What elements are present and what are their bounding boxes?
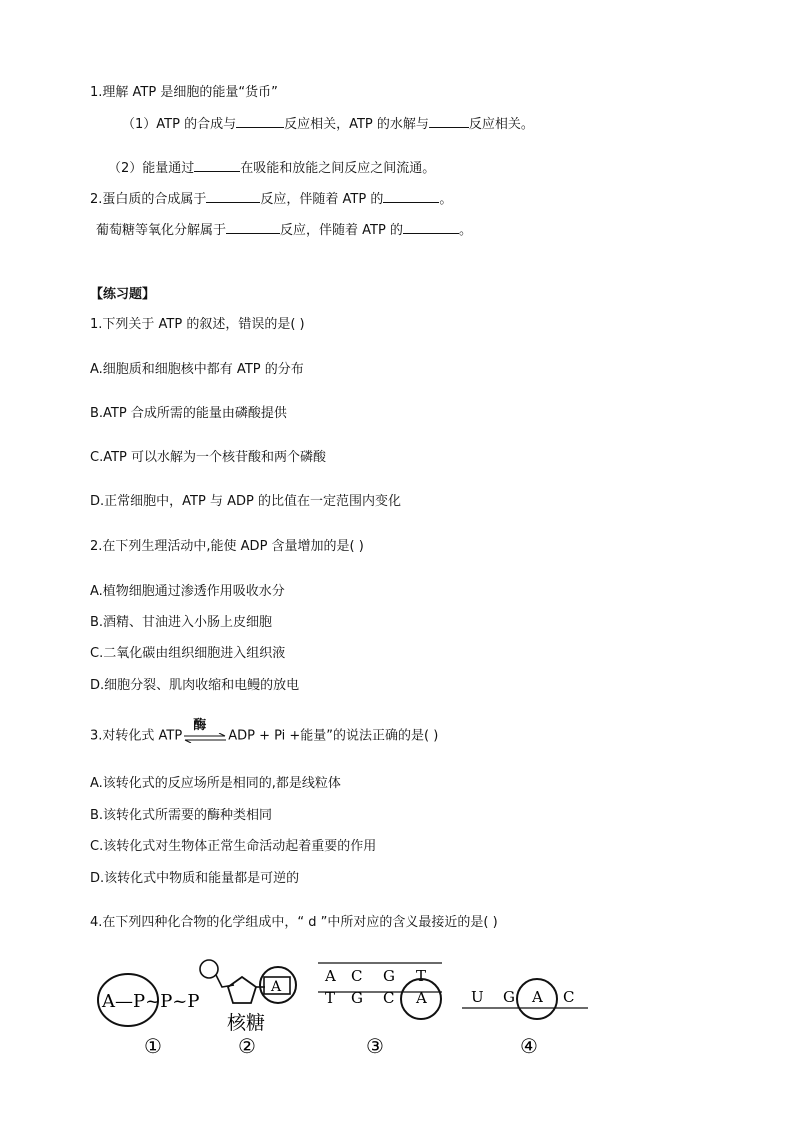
blank-field[interactable] bbox=[236, 115, 284, 128]
item1-sub2-b: 在吸能和放能之间反应之间流通。 bbox=[240, 161, 436, 176]
q3-option-d[interactable]: D.该转化式中物质和能量都是可逆的 bbox=[90, 871, 300, 886]
item1-sub2-a: （2）能量通过 bbox=[108, 161, 195, 176]
q2-option-c[interactable]: C.二氧化碳由组织细胞进入组织液 bbox=[90, 646, 286, 661]
top-base-2: C bbox=[351, 967, 363, 985]
pentagon-sugar-icon bbox=[228, 977, 256, 1003]
rna-structure bbox=[462, 979, 588, 1055]
top-base-1: A bbox=[325, 967, 336, 985]
reversible-arrow-icon bbox=[183, 718, 227, 745]
nucleotide-structure bbox=[200, 960, 296, 1055]
bottom-base-2: G bbox=[351, 989, 363, 1007]
blank-field[interactable] bbox=[403, 221, 459, 234]
practice-heading: 【练习题】 bbox=[90, 287, 156, 302]
bottom-base-1: T bbox=[325, 989, 336, 1007]
item1-sub1-b: 反应相关，ATP 的水解与 bbox=[284, 117, 429, 132]
q1-stem: 1.下列关于 ATP 的叙述，错误的是( ) bbox=[90, 317, 305, 332]
rna-base-3: A bbox=[532, 988, 543, 1006]
q2-option-b[interactable]: B.酒精、甘油进入小肠上皮细胞 bbox=[90, 615, 273, 630]
atp-structure bbox=[98, 974, 200, 1055]
item2b-b: 反应，伴随着 ATP 的 bbox=[280, 223, 403, 238]
top-base-3: G bbox=[383, 967, 395, 985]
q3-stem-a: 3.对转化式 ATP bbox=[90, 728, 183, 744]
q4-stem: 4.在下列四种化合物的化学组成中，“ d ”中所对应的含义最接近的是( ) bbox=[90, 915, 498, 930]
q2-stem: 2.在下列生理活动中,能使 ADP 含量增加的是( ) bbox=[90, 539, 364, 554]
ribose-label: 核糖 bbox=[227, 1012, 266, 1034]
q1-option-d[interactable]: D.正常细胞中，ATP 与 ADP 的比值在一定范围内变化 bbox=[90, 494, 401, 509]
rna-base-4: C bbox=[563, 988, 575, 1006]
q3-option-a[interactable]: A.该转化式的反应场所是相同的,都是线粒体 bbox=[90, 776, 341, 791]
blank-field[interactable] bbox=[194, 159, 240, 172]
q1-option-b[interactable]: B.ATP 合成所需的能量由磷酸提供 bbox=[90, 406, 287, 421]
dna-structure bbox=[318, 963, 442, 1055]
label-1: ① bbox=[144, 1034, 162, 1055]
rna-base-1: U bbox=[471, 988, 484, 1006]
q3-stem-b: ADP + Pi +能量”的说法正确的是( ) bbox=[228, 728, 439, 744]
q1-option-c[interactable]: C.ATP 可以水解为一个核苷酸和两个磷酸 bbox=[90, 450, 327, 465]
atp-formula: A—P~P~P bbox=[102, 991, 200, 1012]
item2b-a: 葡萄糖等氧化分解属于 bbox=[96, 223, 227, 238]
item1-sub2 bbox=[108, 159, 435, 178]
q2-option-a[interactable]: A.植物细胞通过渗透作用吸收水分 bbox=[90, 584, 285, 599]
blank-field[interactable] bbox=[226, 221, 280, 234]
q1-option-a[interactable]: A.细胞质和细胞核中都有 ATP 的分布 bbox=[90, 362, 304, 377]
item1-sub1-a: （1）ATP 的合成与 bbox=[122, 117, 237, 132]
label-4: ④ bbox=[520, 1034, 538, 1055]
bottom-base-4: A bbox=[416, 989, 427, 1007]
phosphate-icon bbox=[200, 960, 218, 978]
q3-option-c[interactable]: C.该转化式对生物体正常生命活动起着重要的作用 bbox=[90, 839, 377, 854]
compounds-figure bbox=[90, 955, 610, 1055]
item2-b: 反应，伴随着 ATP 的 bbox=[260, 192, 384, 207]
rna-base-2: G bbox=[503, 988, 515, 1006]
q3-option-b[interactable]: B.该转化式所需要的酶种类相同 bbox=[90, 808, 273, 823]
item2 bbox=[90, 190, 452, 209]
item1-sub1 bbox=[122, 115, 534, 134]
item2-a: 2.蛋白质的合成属于 bbox=[90, 192, 207, 207]
q3-stem bbox=[90, 718, 439, 746]
q2-option-d[interactable]: D.细胞分裂、肌肉收缩和电鳗的放电 bbox=[90, 678, 300, 693]
label-3: ③ bbox=[366, 1034, 384, 1055]
top-base-4: T bbox=[416, 967, 427, 985]
base-a: A bbox=[271, 979, 282, 995]
item2b-c: 。 bbox=[458, 223, 472, 238]
bottom-base-3: C bbox=[383, 989, 395, 1007]
blank-field[interactable] bbox=[383, 190, 439, 203]
blank-field[interactable] bbox=[429, 115, 469, 128]
item2-c: 。 bbox=[439, 192, 453, 207]
item1-sub1-c: 反应相关。 bbox=[468, 117, 534, 132]
enzyme-label: 酶 bbox=[193, 718, 207, 733]
item1-title: 1.理解 ATP 是细胞的能量“货币” bbox=[90, 85, 278, 100]
label-2: ② bbox=[238, 1034, 256, 1055]
blank-field[interactable] bbox=[206, 190, 260, 203]
item2b bbox=[96, 221, 472, 240]
